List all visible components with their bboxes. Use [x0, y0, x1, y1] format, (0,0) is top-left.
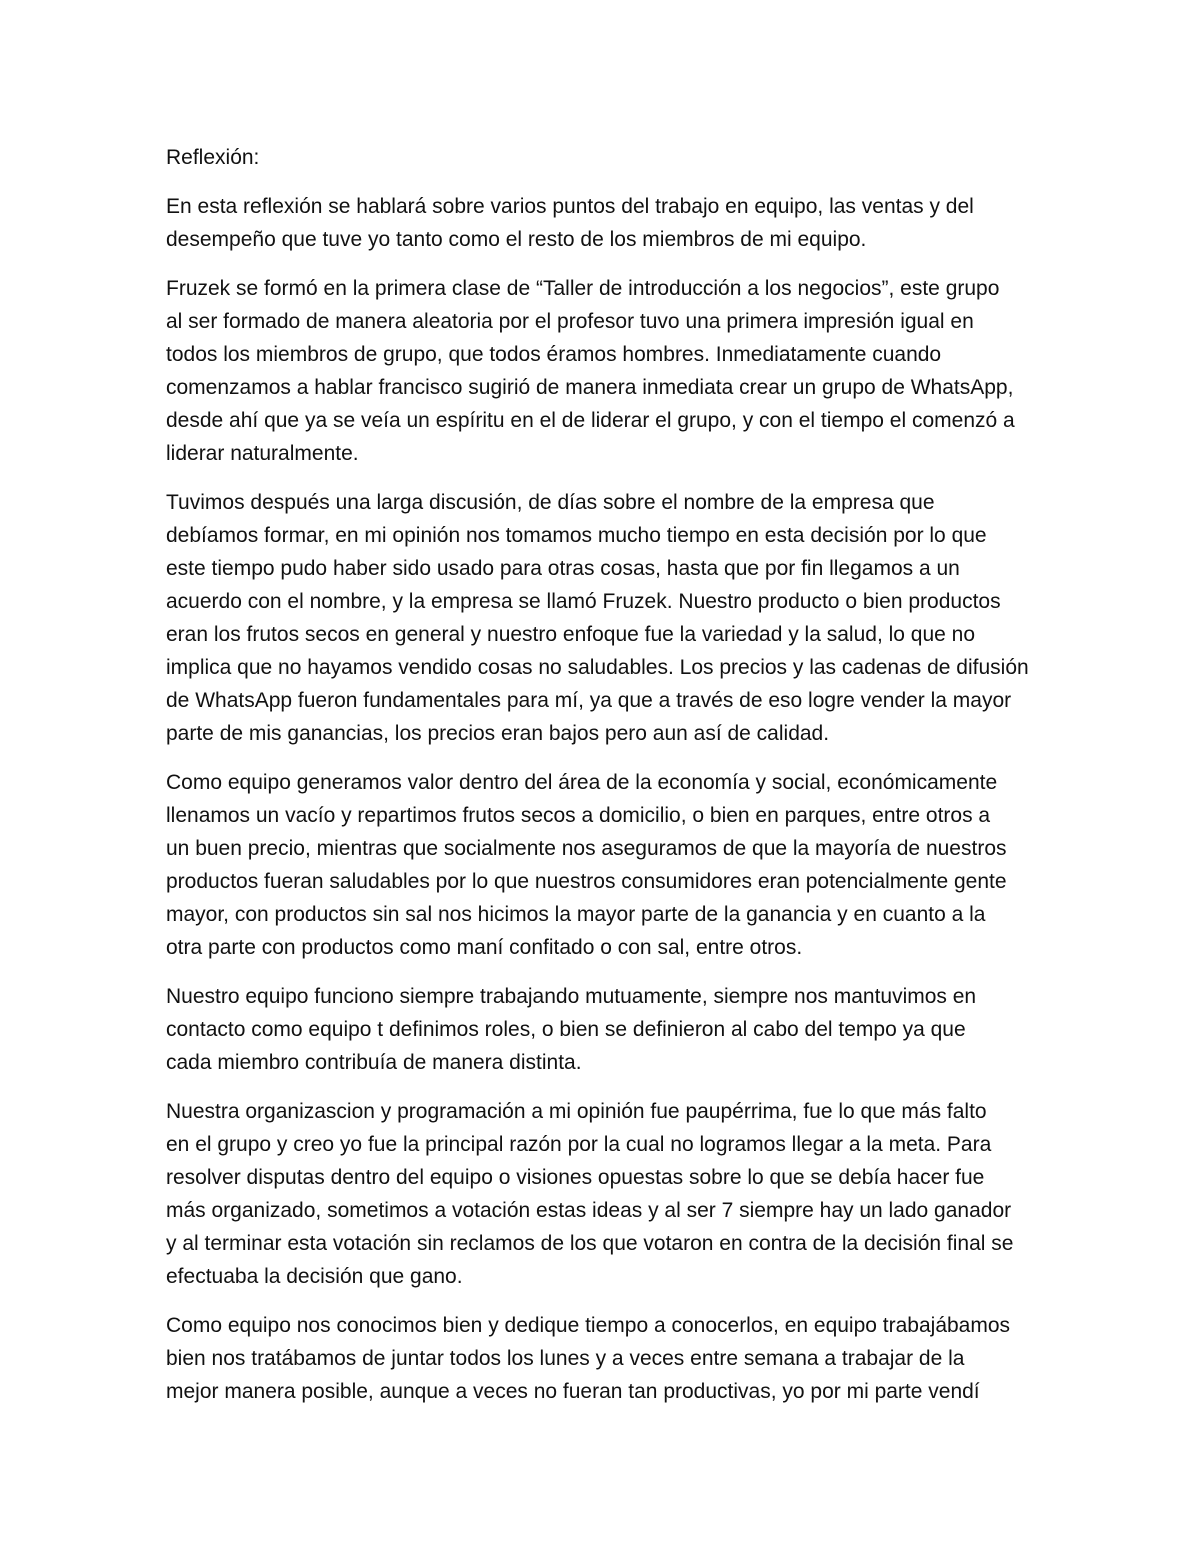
paragraph-line: productos fueran saludables por lo que nuestros consumidores eran potencialmente gente: [166, 870, 1007, 893]
document-title: Reflexión:: [166, 146, 260, 169]
paragraph-line: Nuestra organizascion y programación a mi opinión fue paupérrima, fue lo que más falto: [166, 1100, 987, 1123]
paragraph-intro: [166, 190, 1038, 256]
paragraph-line: todos los miembros de grupo, que todos éramos hombres. Inmediatamente cuando: [166, 343, 942, 366]
paragraph-line: acuerdo con el nombre, y la empresa se llamó Fruzek. Nuestro producto o bien productos: [166, 590, 1001, 613]
paragraph-line: parte de mis ganancias, los precios eran bajos pero aun así de calidad.: [166, 722, 830, 745]
paragraph-line: Fruzek se formó en la primera clase de “Taller de introducción a los negocios”, este grupo: [166, 277, 1000, 300]
paragraph-line: contacto como equipo t definimos roles, o bien se definieron al cabo del tempo ya que: [166, 1018, 966, 1041]
document-body: [166, 141, 1038, 1424]
paragraph-line: desempeño que tuve yo tanto como el resto de los miembros de mi equipo.: [166, 228, 867, 251]
paragraph-line: comenzamos a hablar francisco sugirió de manera inmediata crear un grupo de WhatsApp,: [166, 376, 1014, 399]
paragraph-line: implica que no hayamos vendido cosas no saludables. Los precios y las cadenas de difusión: [166, 656, 1029, 679]
paragraph-line: y al terminar esta votación sin reclamos de los que votaron en contra de la decisión final se: [166, 1232, 1014, 1255]
paragraph-line: de WhatsApp fueron fundamentales para mí, ya que a través de eso logre vender la mayor: [166, 689, 1012, 712]
paragraph-line: resolver disputas dentro del equipo o visiones opuestas sobre lo que se debía hacer fue: [166, 1166, 985, 1189]
paragraph-line: al ser formado de manera aleatoria por el profesor tuvo una primera impresión igual en: [166, 310, 974, 333]
paragraph-organization: [166, 1095, 1038, 1293]
paragraph-line: llenamos un vacío y repartimos frutos secos a domicilio, o bien en parques, entre otros a: [166, 804, 991, 827]
paragraph-line: este tiempo pudo haber sido usado para otras cosas, hasta que por fin llegamos a un: [166, 557, 960, 580]
paragraph-knowing-team: [166, 1309, 1038, 1408]
paragraph-line: Como equipo generamos valor dentro del área de la economía y social, económicamente: [166, 771, 998, 794]
paragraph-line: mayor, con productos sin sal nos hicimos la mayor parte de la ganancia y en cuanto a la: [166, 903, 986, 926]
paragraph-line: liderar naturalmente.: [166, 442, 359, 465]
paragraph-line: Nuestro equipo funciono siempre trabajando mutuamente, siempre nos mantuvimos en: [166, 985, 977, 1008]
paragraph-line: desde ahí que ya se veía un espíritu en el de liderar el grupo, y con el tiempo el comenzó a: [166, 409, 1015, 432]
paragraph-line: bien nos tratábamos de juntar todos los lunes y a veces entre semana a trabajar de la: [166, 1347, 965, 1370]
paragraph-line: debíamos formar, en mi opinión nos tomamos mucho tiempo en esta decisión por lo que: [166, 524, 987, 547]
paragraph-line: Como equipo nos conocimos bien y dedique tiempo a conocerlos, en equipo trabajábamos: [166, 1314, 1011, 1337]
paragraph-line: cada miembro contribuía de manera distinta.: [166, 1051, 582, 1074]
paragraph-line: un buen precio, mientras que socialmente nos aseguramos de que la mayoría de nuestros: [166, 837, 1007, 860]
paragraph-line: más organizado, sometimos a votación estas ideas y al ser 7 siempre hay un lado ganador: [166, 1199, 1012, 1222]
paragraph-company-name: [166, 486, 1038, 750]
paragraph-line: mejor manera posible, aunque a veces no fueran tan productivas, yo por mi parte vendí: [166, 1380, 980, 1403]
paragraph-line: En esta reflexión se hablará sobre varios puntos del trabajo en equipo, las ventas y del: [166, 195, 974, 218]
paragraph-line: en el grupo y creo yo fue la principal razón por la cual no logramos llegar a la meta. Para: [166, 1133, 992, 1156]
paragraph-line: efectuaba la decisión que gano.: [166, 1265, 463, 1288]
paragraph-line: Tuvimos después una larga discusión, de días sobre el nombre de la empresa que: [166, 491, 935, 514]
paragraph-formation: [166, 272, 1038, 470]
paragraph-value: [166, 766, 1038, 964]
paragraph-line: eran los frutos secos en general y nuestro enfoque fue la variedad y la salud, lo que no: [166, 623, 976, 646]
paragraph-line: otra parte con productos como maní confitado o con sal, entre otros.: [166, 936, 803, 959]
paragraph-teamwork: [166, 980, 1038, 1079]
